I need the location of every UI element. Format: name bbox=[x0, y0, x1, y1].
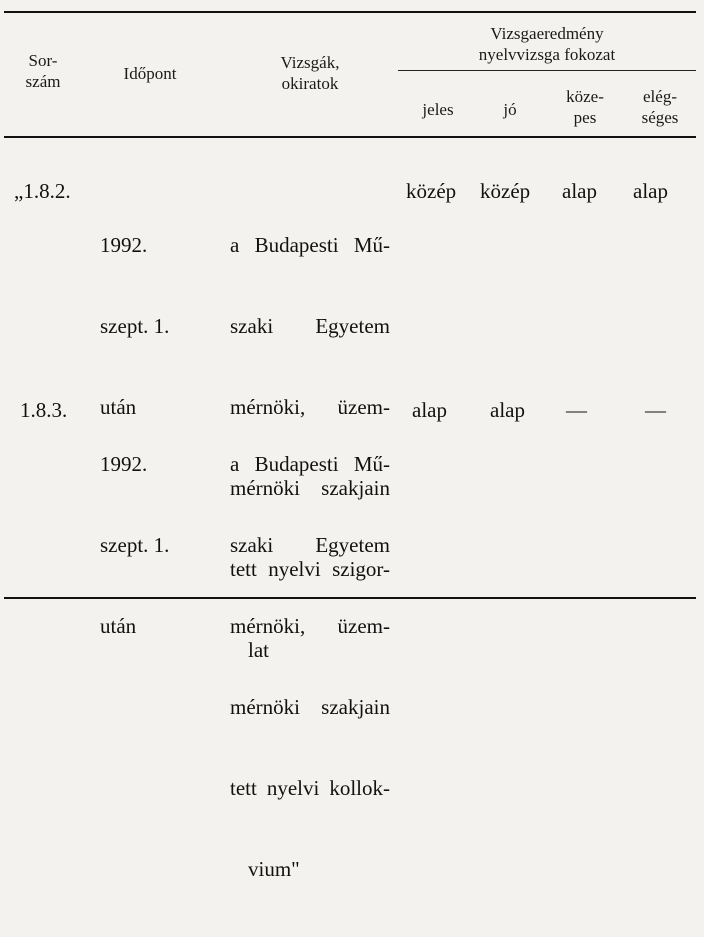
header-sorszam-line2: szám bbox=[25, 72, 61, 91]
row-grade-elegseges: — bbox=[645, 398, 666, 422]
header-group-line2: nyelvvizsga fokozat bbox=[478, 45, 616, 64]
header-kozepes-line2: pes bbox=[573, 108, 597, 127]
header-sorszam-line1: Sor- bbox=[28, 51, 58, 70]
header-grade-kozepes bbox=[550, 86, 620, 128]
header-group-title bbox=[398, 23, 696, 65]
header-sorszam bbox=[8, 50, 78, 92]
header-grade-elegseges bbox=[625, 86, 695, 128]
header-elegseges-line2: séges bbox=[641, 108, 679, 127]
row-vizsga-line5: tett nyelvi kollok- bbox=[230, 776, 390, 800]
row-vizsga bbox=[230, 397, 390, 937]
row-idopont-line3: után bbox=[100, 395, 137, 419]
row-vizsga-line1: a Budapesti Mű- bbox=[230, 233, 390, 257]
row-vizsga-line3: mérnöki, üzem- bbox=[230, 395, 390, 419]
row-vizsga-line1: a Budapesti Mű- bbox=[230, 452, 390, 476]
row-grade-elegseges: alap bbox=[633, 179, 668, 203]
row-idopont bbox=[100, 397, 169, 694]
header-grade-jo: jó bbox=[503, 100, 517, 119]
row-vizsga-line2: szaki Egyetem bbox=[230, 314, 390, 338]
header-vizsgak-line1: Vizsgák, bbox=[280, 53, 340, 72]
row-vizsga-line4: mérnöki szakjain bbox=[230, 476, 390, 500]
header-idopont bbox=[100, 63, 200, 84]
row-sorszam: „1.8.2. bbox=[14, 179, 71, 203]
row-grade-kozepes: — bbox=[566, 398, 587, 422]
header-vizsgak-line2: okiratok bbox=[281, 74, 339, 93]
header-bottom-rule bbox=[4, 136, 696, 138]
header-grade-jeles: jeles bbox=[422, 100, 454, 119]
row-grade-kozepes: alap bbox=[562, 179, 597, 203]
row-sorszam: 1.8.3. bbox=[20, 398, 68, 422]
row-vizsga-line2: szaki Egyetem bbox=[230, 533, 390, 557]
row-vizsga-line5: tett nyelvi szigor- bbox=[230, 557, 390, 581]
row-vizsga-line6: vium" bbox=[248, 857, 300, 881]
row-grade-jeles: alap bbox=[412, 398, 447, 422]
row-grade-jo: alap bbox=[490, 398, 525, 422]
header-vizsgak bbox=[240, 52, 380, 94]
row-idopont-line3: után bbox=[100, 614, 137, 638]
row-grade-jo: közép bbox=[480, 179, 531, 203]
group-header-rule bbox=[398, 70, 696, 71]
row-vizsga-line6: lat bbox=[248, 638, 269, 662]
table-top-rule bbox=[4, 11, 696, 13]
row-grade-jeles: közép bbox=[406, 179, 457, 203]
header-idopont-label: Időpont bbox=[123, 64, 177, 83]
row-idopont-line2: szept. 1. bbox=[100, 314, 170, 338]
row-vizsga-line4: mérnöki szakjain bbox=[230, 695, 390, 719]
row-idopont-line2: szept. 1. bbox=[100, 533, 170, 557]
row-vizsga-line3: mérnöki, üzem- bbox=[230, 614, 390, 638]
header-group-line1: Vizsgaeredmény bbox=[490, 24, 604, 43]
header-elegseges-line1: elég- bbox=[643, 87, 677, 106]
row-idopont-line1: 1992. bbox=[100, 452, 148, 476]
header-kozepes-line1: köze- bbox=[566, 87, 604, 106]
row-idopont-line1: 1992. bbox=[100, 233, 148, 257]
